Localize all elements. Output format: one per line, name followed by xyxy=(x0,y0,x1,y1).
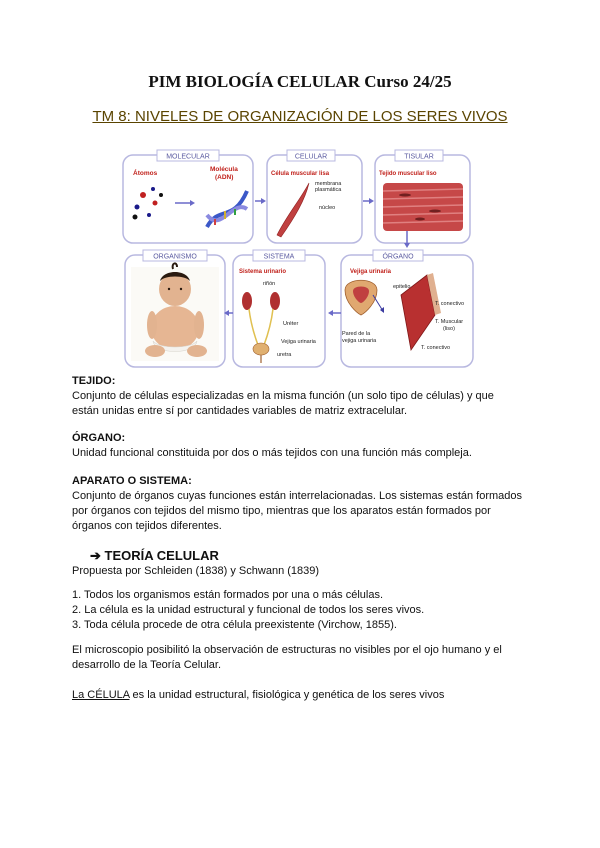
celula-link: La CÉLULA xyxy=(72,689,130,701)
tejido-section xyxy=(72,374,532,419)
tejido-line-2: están unidas entre sí por cantidades variables de matriz extracelular. xyxy=(72,405,408,417)
aparato-line-2: por órganos con tejidos del mismo tipo, mientras que los aparatos están formados por xyxy=(72,505,491,517)
organization-levels-figure xyxy=(115,145,485,370)
label-epitelio: epitelio xyxy=(393,284,411,290)
micro-line-1: El microscopio posibilitó la observación de estructuras no visibles por el ojo humano y el xyxy=(72,644,502,656)
label-membrana: membrana xyxy=(315,181,342,187)
label-t-conectivo-2: T. conectivo xyxy=(421,345,451,351)
label-nucleo: núcleo xyxy=(319,205,336,211)
tag-tisular: TISULAR xyxy=(404,153,434,161)
principle-2: 2. La célula es la unidad estructural y funcional de todos los seres vivos. xyxy=(72,604,425,616)
organo-section xyxy=(72,431,532,461)
label-plasmatica: plasmática xyxy=(315,187,342,193)
aparato-line-1: Conjunto de órganos cuyas funciones están interrelacionadas. Los sistemas están formados xyxy=(72,490,523,502)
principle-3: 3. Toda célula procede de otra célula preexistente (Virchow, 1855). xyxy=(72,619,397,631)
tissue-icon xyxy=(383,183,463,231)
baby-illustration xyxy=(131,263,219,361)
page-subtitle xyxy=(0,108,600,125)
label-t-muscular: T. Muscular xyxy=(435,319,464,325)
organo-heading: ÓRGANO: xyxy=(72,432,126,444)
celula-paragraph xyxy=(72,688,532,703)
aparato-line-3: órganos con tejidos diferentes. xyxy=(72,520,222,532)
tejido-line-1: Conjunto de células especializadas en la misma función (un solo tipo de células) y que xyxy=(72,390,494,402)
tag-sistema: SISTEMA xyxy=(263,253,295,261)
micro-line-2: desarrollo de la Teoría Celular. xyxy=(72,659,221,671)
teoria-heading-row xyxy=(90,548,219,564)
principle-1: 1. Todos los organismos están formados por una o más células. xyxy=(72,589,384,601)
label-sistema-urinario: Sistema urinario xyxy=(239,269,287,275)
label-pared: Pared de la xyxy=(342,331,371,337)
page-title: PIM BIOLOGÍA CELULAR Curso 24/25 xyxy=(148,72,452,91)
arrow-right-icon: ➔ xyxy=(90,548,101,563)
label-vejiga-urinaria-organo: Vejiga urinaria xyxy=(350,269,392,275)
organo-line-1: Unidad funcional constituida por dos o más tejidos con una función más compleja. xyxy=(72,447,472,459)
tejido-heading: TEJIDO: xyxy=(72,375,116,387)
label-t-conectivo-1: T. conectivo xyxy=(435,301,465,307)
tag-molecular: MOLECULAR xyxy=(166,153,210,161)
label-pared-vejiga: vejiga urinaria xyxy=(342,338,377,344)
label-uretra: uretra xyxy=(277,352,292,358)
label-molecula: Molécula xyxy=(210,166,238,173)
label-tejido: Tejido muscular liso xyxy=(379,171,437,177)
label-rinon: riñón xyxy=(263,281,276,287)
aparato-section xyxy=(72,474,532,534)
subtitle-text: TM 8: NIVELES DE ORGANIZACIÓN DE LOS SERES VIVOS xyxy=(92,108,508,125)
aparato-heading: APARATO O SISTEMA: xyxy=(72,475,192,487)
microscopio-paragraph xyxy=(72,643,532,673)
label-vejiga-sistema: Vejiga urinaria xyxy=(281,339,316,345)
label-liso: (liso) xyxy=(443,326,455,332)
label-celula-muscular: Célula muscular lisa xyxy=(271,171,330,177)
tag-organismo: ORGANISMO xyxy=(153,253,197,261)
propuesta-text: Propuesta por Schleiden (1838) y Schwann (1839) xyxy=(72,565,320,577)
tag-organo: ÓRGANO xyxy=(382,253,414,261)
teoria-heading: TEORÍA CELULAR xyxy=(104,548,219,563)
principles-list xyxy=(72,588,532,633)
label-atomos: Átomos xyxy=(133,170,158,177)
label-adn: (ADN) xyxy=(215,174,234,181)
label-ureter: Uréter xyxy=(283,321,299,327)
celula-definition: es la unidad estructural, fisiológica y genética de los seres vivos xyxy=(129,689,445,701)
tag-celular: CELULAR xyxy=(294,153,328,161)
